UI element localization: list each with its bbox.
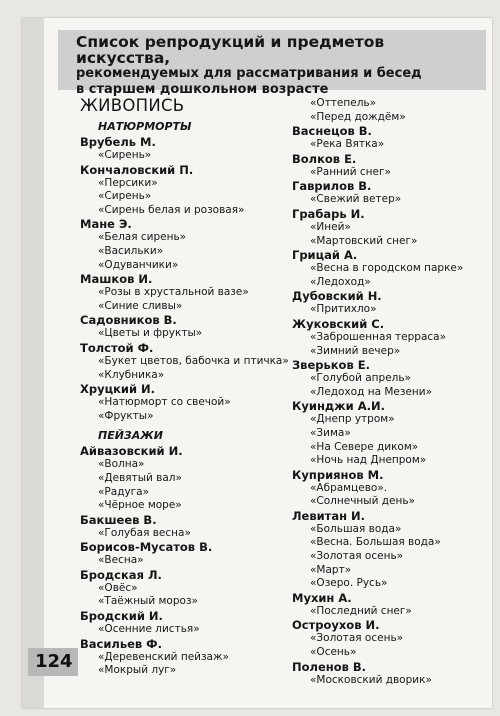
artist-name: Бакшеев В. — [80, 512, 157, 527]
artwork-title: «Зима» — [310, 426, 351, 439]
artwork-title: «Солнечный день» — [310, 495, 415, 508]
artist-name: Левитан И. — [292, 508, 366, 523]
artwork-title: «Васильки» — [98, 244, 164, 257]
artist-name: Остроухов И. — [292, 618, 380, 633]
artwork-title: «Перед дождём» — [310, 110, 406, 123]
artwork-title: «Фрукты» — [98, 409, 154, 422]
artwork-title: «Весна. Большая вода» — [310, 536, 441, 549]
artwork-title: «Деревенский пейзаж» — [98, 650, 229, 663]
artist-name: Мухин А. — [292, 590, 352, 605]
artwork-title: «Голубая весна» — [98, 526, 191, 539]
artwork-title: «Оттепель» — [310, 97, 377, 109]
artwork-title: «Радуга» — [98, 485, 150, 498]
artwork-title: «Золотая осень» — [310, 632, 404, 645]
artwork-title: «Большая вода» — [310, 522, 402, 535]
artist-name: Кончаловский П. — [80, 162, 194, 177]
artist-name: Бродская Л. — [80, 567, 162, 582]
artwork-title: «Белая сирень» — [98, 231, 187, 244]
artist-name: Жуковский С. — [292, 316, 385, 331]
page-number: 124 — [35, 651, 73, 672]
artwork-title: «Розы в хрустальной вазе» — [98, 286, 249, 299]
artwork-title: «Персики» — [98, 176, 158, 189]
artist-name: Дубовский Н. — [292, 289, 382, 304]
heading-line-3: в старшем дошкольном возрасте — [76, 82, 329, 97]
artwork-title: «Река Вятка» — [310, 138, 385, 151]
artwork-title: «Синие сливы» — [98, 299, 183, 312]
artwork-title: «Ледоход» — [310, 275, 371, 288]
left-column — [80, 96, 289, 678]
artist-name: Васнецов В. — [292, 124, 372, 139]
artwork-title: «Мокрый луг» — [98, 664, 177, 677]
artwork-title: «Овёс» — [98, 581, 138, 594]
artwork-title: «Голубой апрель» — [310, 372, 411, 385]
artwork-title: «Клубника» — [98, 368, 165, 381]
artwork-title: «Осень» — [310, 646, 357, 659]
artist-name: Айвазовский И. — [80, 444, 183, 459]
artist-name: Грицай А. — [292, 248, 358, 263]
artwork-title: «Ранний снег» — [310, 165, 391, 178]
artwork-title: «Цветы и фрукты» — [98, 327, 203, 340]
artwork-title: «Абрамцево». — [310, 481, 388, 494]
artwork-title: «Таёжный мороз» — [98, 595, 198, 608]
artist-name: Машков И. — [80, 272, 153, 287]
page-margin-strip — [22, 18, 44, 708]
artist-name: Бродский И. — [80, 609, 163, 624]
artwork-title: «Сирень» — [98, 190, 152, 203]
heading-line-2: рекомендуемых для рассматривания и бесед — [76, 66, 422, 81]
artwork-title: «Девятый вал» — [98, 471, 182, 484]
artwork-title: «Волна» — [98, 458, 145, 471]
right-column — [292, 97, 492, 687]
page-heading — [76, 34, 480, 98]
artwork-title: «Притихло» — [310, 303, 377, 316]
artist-name: Врубель М. — [80, 135, 156, 149]
artwork-title: «На Севере диком» — [310, 440, 419, 453]
artwork-title: «Весна в городском парке» — [310, 262, 464, 275]
subsection-title: ПЕЙЗАЖИ — [98, 429, 163, 443]
artwork-title: «Заброшенная терраса» — [310, 330, 447, 343]
artist-name: Поленов В. — [292, 659, 367, 674]
artwork-title: «Осенние листья» — [98, 623, 200, 636]
artist-name: Куинджи А.И. — [292, 399, 385, 414]
artist-name: Хруцкий И. — [80, 382, 156, 397]
artwork-title: «Весна» — [98, 554, 144, 567]
artist-name: Мане Э. — [80, 217, 132, 232]
artist-name: Грабарь И. — [292, 206, 365, 221]
heading-line-1: Список репродукций и предметов искусства, — [76, 33, 385, 67]
artwork-title: «Март» — [310, 563, 352, 576]
artwork-title: «Букет цветов, бабочка и птичка» — [98, 354, 289, 367]
artwork-title: «Иней» — [310, 220, 351, 233]
artwork-title: «Одуванчики» — [98, 258, 179, 271]
artwork-title: «Последний снег» — [310, 604, 412, 617]
artwork-title: «Чёрное море» — [98, 499, 182, 512]
artist-name: Садовников В. — [80, 313, 177, 328]
subsection-title: НАТЮРМОРТЫ — [98, 120, 192, 133]
artwork-title: «Сирень» — [98, 149, 152, 161]
right-list — [292, 97, 492, 687]
artist-name: Волков Е. — [292, 151, 357, 166]
artwork-title: «Ночь над Днепром» — [310, 454, 427, 467]
artwork-title: «Сирень белая и розовая» — [98, 203, 245, 216]
artist-name: Куприянов М. — [292, 467, 384, 482]
artwork-title: «Натюрморт со свечой» — [98, 396, 231, 409]
artwork-title: «Ледоход на Мезени» — [310, 385, 433, 398]
artist-name: Толстой Ф. — [80, 340, 154, 355]
artwork-title: «Московский дворик» — [310, 673, 432, 686]
artwork-title: «Днепр утром» — [310, 413, 395, 426]
artwork-title: «Золотая осень» — [310, 550, 404, 563]
artwork-title: «Зимний вечер» — [310, 344, 401, 357]
artwork-title: «Свежий ветер» — [310, 193, 402, 206]
artwork-title: «Мартовский снег» — [310, 234, 418, 247]
artist-name: Зверьков Е. — [292, 358, 370, 373]
left-list — [80, 120, 289, 678]
artist-name: Борисов-Мусатов В. — [80, 540, 213, 555]
artwork-title: «Озеро. Русь» — [310, 577, 388, 590]
section-title-painting: ЖИВОПИСЬ — [80, 96, 185, 115]
artist-name: Васильев Ф. — [80, 636, 162, 651]
artist-name: Гаврилов В. — [292, 179, 372, 194]
